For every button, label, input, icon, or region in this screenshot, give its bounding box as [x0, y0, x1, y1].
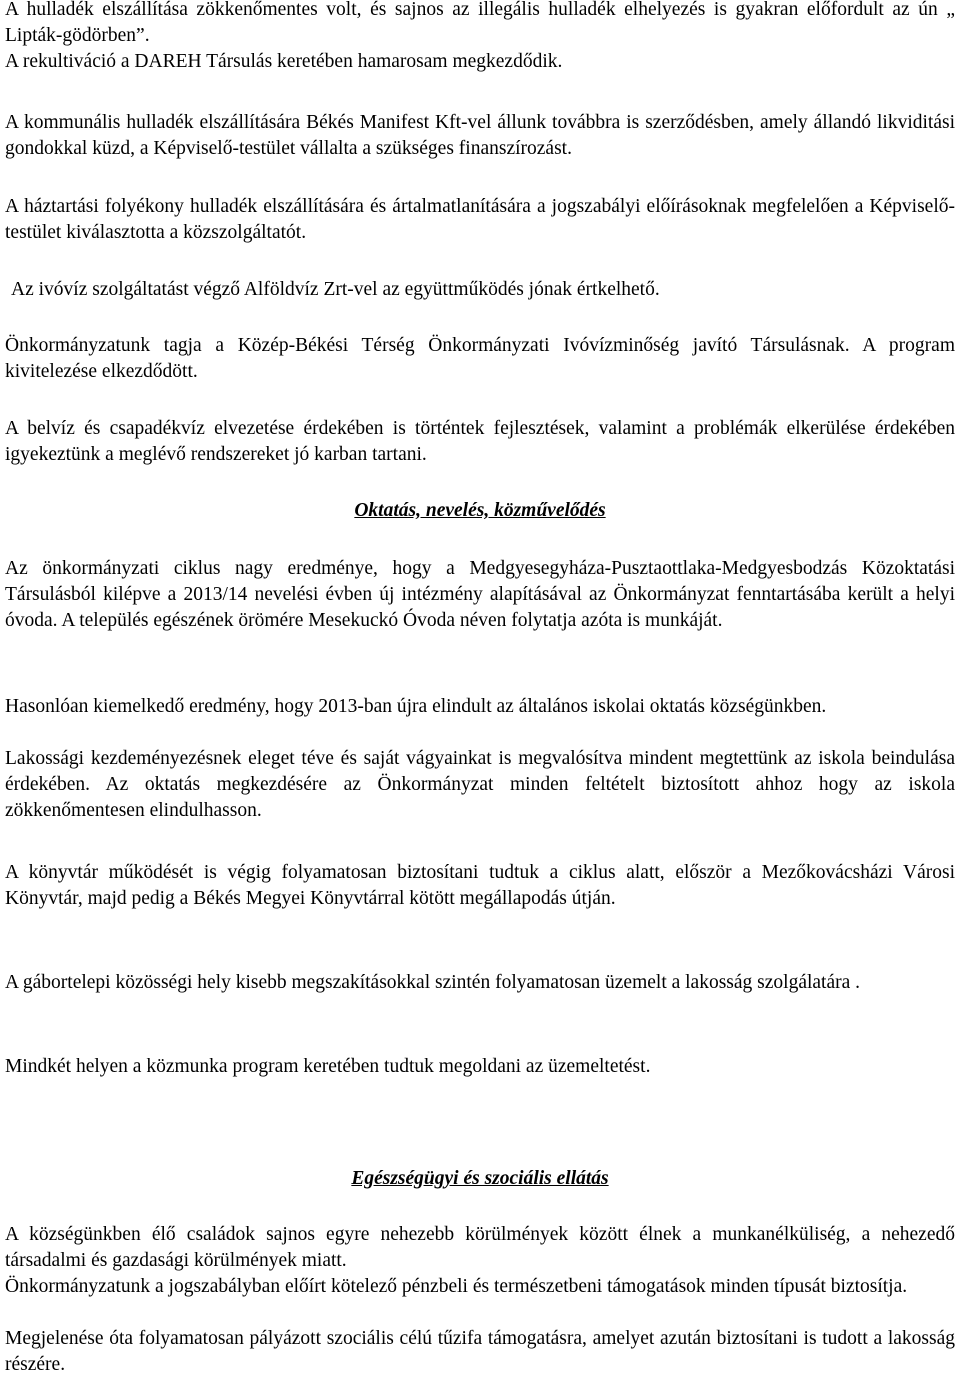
paragraph-recultivation: A rekultiváció a DAREH Társulás keretében hamarosam megkezdődik. — [5, 51, 563, 72]
heading-health-social: Egészségügyi és szociális ellátás — [351, 1168, 609, 1189]
paragraph-school-support: Lakossági kezdeményezésnek eleget téve és saját vágyainkat is megvalósítva mindent megtettünk az iskola beindulása érdekében. Az oktatás megkezdésére az Önkormányzat minden feltételt biztosított ahhoz hogy az iskola zökkenőmentesen elindulhasson. — [5, 748, 955, 821]
heading-education: Oktatás, nevelés, közművelődés — [354, 500, 606, 521]
paragraph-communal-waste: A kommunális hulladék elszállítására Békés Manifest Kft-vel állunk továbbra is szerződésben, amely állandó likviditási gondokkal küzd, a Képviselő-testület vállalta a szükséges finanszírozást. — [5, 112, 955, 159]
paragraph-library: A könyvtár működését is végig folyamatosan biztosítani tudtuk a ciklus alatt, először a Mezőkovácsházi Városi Könyvtár, majd pedig a Békés Megyei Könyvtárral kötött megállapodás útján. — [5, 862, 955, 909]
paragraph-families: A községünkben élő családok sajnos egyre nehezebb körülmények között élnek a munkanélküliség, a nehezedő társadalmi és gazdasági körülmények miatt. — [5, 1224, 955, 1271]
paragraph-liquid-waste: A háztartási folyékony hulladék elszállítására és ártalmatlanítására a jogszabályi előírásoknak megfelelően a Képviselő-testület kiválasztotta a közszolgáltatót. — [5, 196, 955, 243]
paragraph-kindergarten: Az önkormányzati ciklus nagy eredménye, hogy a Medgyesegyháza-Pusztaottlaka-Medgyesbodzás Közoktatási Társulásból kilépve a 2013/14 nevelési évben új intézmény alapításával az Önkormányzat fenntartásába került a helyi óvoda. A település egészének örömére Mesekuckó Óvoda néven folytatja azóta is munkáját. — [5, 558, 955, 631]
paragraph-water-association: Önkormányzatunk tagja a Közép-Békési Térség Önkormányzati Ivóvízminőség javító Társulásnak. A program kivitelezése elkezdődött. — [5, 335, 955, 382]
paragraph-school-restart: Hasonlóan kiemelkedő eredmény, hogy 2013-ban újra elindult az általános iskolai oktatás községünkben. — [5, 696, 827, 717]
paragraph-drinking-water: Az ivóvíz szolgáltatást végző Alföldvíz Zrt-vel az együttműködés jónak értkelhető. — [11, 279, 660, 300]
paragraph-waste-illegal: A hulladék elszállítása zökkenőmentes volt, és sajnos az illegális hulladék elhelyezés is gyakran előfordult az ún „ Lipták-gödörben”. — [5, 0, 955, 46]
paragraph-social-support: Önkormányzatunk a jogszabályban előírt kötelező pénzbeli és természetbeni támogatások minden típusát biztosítja. — [5, 1276, 908, 1297]
paragraph-community-house: A gábortelepi közösségi hely kisebb megszakításokkal szintén folyamatosan üzemelt a lakosság szolgálatára . — [5, 972, 861, 993]
paragraph-public-work: Mindkét helyen a közmunka program keretében tudtuk megoldani az üzemeltetést. — [5, 1056, 651, 1077]
paragraph-firewood: Megjelenése óta folyamatosan pályázott szociális célú tűzifa támogatásra, amelyet azután biztosítani is tudott a lakosság részére. — [5, 1328, 955, 1375]
paragraph-drainage: A belvíz és csapadékvíz elvezetése érdekében is történtek fejlesztések, valamint a problémák elkerülése érdekében igyekeztünk a meglévő rendszereket jó karban tartani. — [5, 418, 955, 465]
